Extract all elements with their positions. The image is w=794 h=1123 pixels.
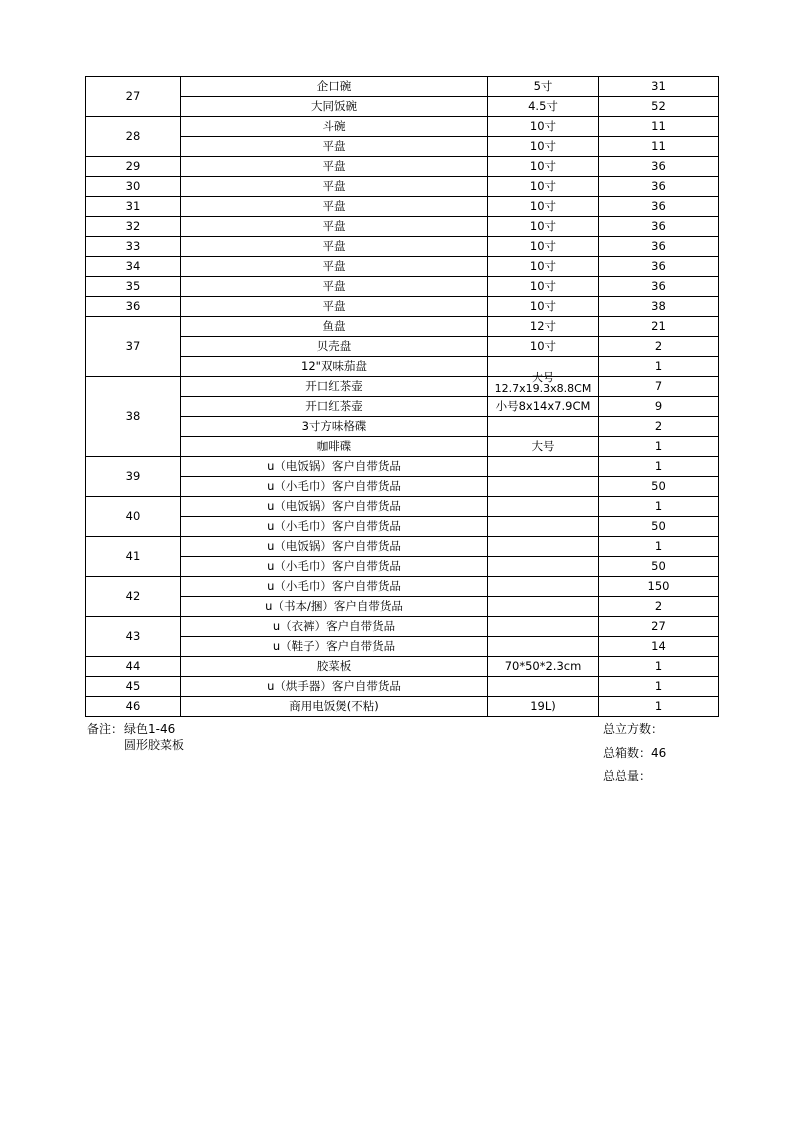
item-name-cell: u（小毛巾）客户自带货品 — [181, 477, 488, 497]
item-spec-cell: 10寸 — [488, 117, 599, 137]
table-row — [86, 617, 719, 637]
table-row — [86, 337, 719, 357]
item-number-cell: 29 — [86, 157, 181, 177]
item-name-cell: u（电饭锅）客户自带货品 — [181, 457, 488, 477]
item-spec-cell — [488, 597, 599, 617]
item-spec-cell: 大号 — [488, 437, 599, 457]
item-quantity-cell: 1 — [599, 437, 719, 457]
table-row — [86, 697, 719, 717]
table-row — [86, 557, 719, 577]
item-spec-cell: 10寸 — [488, 277, 599, 297]
item-quantity-cell: 2 — [599, 597, 719, 617]
item-name-cell: u（小毛巾）客户自带货品 — [181, 517, 488, 537]
table-row — [86, 397, 719, 417]
item-quantity-cell: 52 — [599, 97, 719, 117]
item-spec-cell: 10寸 — [488, 237, 599, 257]
table-row — [86, 277, 719, 297]
item-quantity-cell: 1 — [599, 537, 719, 557]
item-number-cell: 36 — [86, 297, 181, 317]
item-quantity-cell: 21 — [599, 317, 719, 337]
total-boxes: 总箱数：46 — [603, 746, 667, 760]
item-quantity-cell: 50 — [599, 517, 719, 537]
item-spec-cell: 10寸 — [488, 337, 599, 357]
item-quantity-cell: 27 — [599, 617, 719, 637]
item-name-cell: 鱼盘 — [181, 317, 488, 337]
item-spec-cell: 10寸 — [488, 157, 599, 177]
item-number-cell: 35 — [86, 277, 181, 297]
table-row — [86, 137, 719, 157]
item-spec-line: 12.7x19.3x8.8CM — [494, 382, 592, 395]
item-quantity-cell: 14 — [599, 637, 719, 657]
item-quantity-cell: 36 — [599, 197, 719, 217]
item-quantity-cell: 1 — [599, 677, 719, 697]
item-number-cell: 34 — [86, 257, 181, 277]
item-number-cell: 43 — [86, 617, 181, 657]
item-quantity-cell: 9 — [599, 397, 719, 417]
table-row — [86, 417, 719, 437]
item-name-cell: 企口碗 — [181, 77, 488, 97]
table-row — [86, 437, 719, 457]
item-number-cell: 32 — [86, 217, 181, 237]
item-quantity-cell: 36 — [599, 277, 719, 297]
item-spec-cell: 70*50*2.3cm — [488, 657, 599, 677]
item-name-cell: u（小毛巾）客户自带货品 — [181, 557, 488, 577]
item-spec-cell — [488, 537, 599, 557]
item-quantity-cell: 36 — [599, 177, 719, 197]
item-quantity-cell: 50 — [599, 477, 719, 497]
packing-list-table — [85, 76, 719, 717]
item-name-cell: u（小毛巾）客户自带货品 — [181, 577, 488, 597]
item-number-cell: 30 — [86, 177, 181, 197]
item-quantity-cell: 50 — [599, 557, 719, 577]
item-quantity-cell: 2 — [599, 337, 719, 357]
item-spec-cell — [488, 417, 599, 437]
item-spec-cell — [488, 371, 599, 397]
item-spec-cell — [488, 557, 599, 577]
item-spec-cell — [488, 577, 599, 597]
item-name-cell: u（电饭锅）客户自带货品 — [181, 537, 488, 557]
item-spec-cell — [488, 617, 599, 637]
item-name-cell: u（电饭锅）客户自带货品 — [181, 497, 488, 517]
item-quantity-cell: 36 — [599, 157, 719, 177]
item-quantity-cell: 1 — [599, 657, 719, 677]
item-name-cell: 开口红茶壶 — [181, 397, 488, 417]
item-number-cell: 42 — [86, 577, 181, 617]
table-row — [86, 177, 719, 197]
table-row — [86, 377, 719, 397]
table-row — [86, 357, 719, 377]
remark-label: 备注： — [87, 722, 124, 736]
item-spec-cell — [488, 677, 599, 697]
table-row — [86, 657, 719, 677]
item-name-cell: 咖啡碟 — [181, 437, 488, 457]
item-quantity-cell: 1 — [599, 497, 719, 517]
item-name-cell: 平盘 — [181, 297, 488, 317]
table-row — [86, 97, 719, 117]
item-name-cell: 平盘 — [181, 177, 488, 197]
packing-list-body — [86, 77, 719, 717]
item-number-cell: 45 — [86, 677, 181, 697]
item-number-cell: 46 — [86, 697, 181, 717]
item-name-cell: 胶菜板 — [181, 657, 488, 677]
item-name-cell: 平盘 — [181, 217, 488, 237]
item-name-cell: u（衣裤）客户自带货品 — [181, 617, 488, 637]
item-name-cell: 开口红茶壶 — [181, 377, 488, 397]
item-number-cell: 38 — [86, 377, 181, 457]
item-spec-cell: 10寸 — [488, 257, 599, 277]
item-quantity-cell: 1 — [599, 457, 719, 477]
item-spec-cell: 12寸 — [488, 317, 599, 337]
item-name-cell: 3寸方味格碟 — [181, 417, 488, 437]
item-spec-cell: 5寸 — [488, 77, 599, 97]
table-row — [86, 117, 719, 137]
item-name-cell: u（鞋子）客户自带货品 — [181, 637, 488, 657]
item-quantity-cell: 11 — [599, 137, 719, 157]
item-quantity-cell: 36 — [599, 217, 719, 237]
table-row — [86, 217, 719, 237]
item-quantity-cell: 36 — [599, 237, 719, 257]
item-name-cell: 平盘 — [181, 197, 488, 217]
item-quantity-cell: 2 — [599, 417, 719, 437]
item-spec-cell: 10寸 — [488, 137, 599, 157]
table-row — [86, 577, 719, 597]
remark-line-2: 圆形胶菜板 — [124, 738, 185, 752]
table-row — [86, 477, 719, 497]
total-volume: 总立方数： — [603, 722, 664, 736]
table-row — [86, 457, 719, 477]
item-quantity-cell: 150 — [599, 577, 719, 597]
item-spec-cell: 4.5寸 — [488, 97, 599, 117]
item-name-cell: 平盘 — [181, 137, 488, 157]
table-row — [86, 537, 719, 557]
item-name-cell: 平盘 — [181, 157, 488, 177]
item-name-cell: 平盘 — [181, 237, 488, 257]
item-name-cell: u（书本/捆）客户自带货品 — [181, 597, 488, 617]
remark-line-1: 绿色1-46 — [124, 722, 176, 736]
item-number-cell: 27 — [86, 77, 181, 117]
item-number-cell: 39 — [86, 457, 181, 497]
item-number-cell: 28 — [86, 117, 181, 157]
table-row — [86, 297, 719, 317]
item-spec-cell — [488, 517, 599, 537]
table-row — [86, 637, 719, 657]
table-row — [86, 77, 719, 97]
item-number-cell: 41 — [86, 537, 181, 577]
table-row — [86, 517, 719, 537]
item-spec-line: 大号 — [532, 371, 554, 384]
item-name-cell: 商用电饭煲(不粘) — [181, 697, 488, 717]
item-name-cell: 贝壳盘 — [181, 337, 488, 357]
total-weight: 总总量： — [603, 769, 652, 783]
table-row — [86, 257, 719, 277]
item-number-cell: 33 — [86, 237, 181, 257]
item-spec-cell: 10寸 — [488, 217, 599, 237]
table-row — [86, 197, 719, 217]
item-spec-cell: 10寸 — [488, 177, 599, 197]
item-quantity-cell: 31 — [599, 77, 719, 97]
item-spec-cell: 10寸 — [488, 197, 599, 217]
item-quantity-cell: 1 — [599, 697, 719, 717]
item-quantity-cell: 1 — [599, 357, 719, 377]
item-name-cell: 斗碗 — [181, 117, 488, 137]
table-row — [86, 237, 719, 257]
item-name-cell: 12"双味茄盘 — [181, 357, 488, 377]
item-spec-cell — [488, 497, 599, 517]
table-row — [86, 317, 719, 337]
item-number-cell: 37 — [86, 317, 181, 377]
item-name-cell: 平盘 — [181, 277, 488, 297]
item-quantity-cell: 11 — [599, 117, 719, 137]
item-name-cell: u（烘手器）客户自带货品 — [181, 677, 488, 697]
table-row — [86, 597, 719, 617]
item-number-cell: 31 — [86, 197, 181, 217]
item-spec-cell: 10寸 — [488, 297, 599, 317]
table-row — [86, 497, 719, 517]
item-spec-cell — [488, 477, 599, 497]
item-name-cell: 大同饭碗 — [181, 97, 488, 117]
table-row — [86, 677, 719, 697]
item-name-cell: 平盘 — [181, 257, 488, 277]
item-quantity-cell: 38 — [599, 297, 719, 317]
item-spec-cell — [488, 457, 599, 477]
item-quantity-cell: 36 — [599, 257, 719, 277]
item-quantity-cell: 7 — [599, 377, 719, 397]
item-spec-cell: 19L) — [488, 697, 599, 717]
item-number-cell: 40 — [86, 497, 181, 537]
item-spec-cell: 小号8x14x7.9CM — [488, 397, 599, 417]
item-spec-cell — [488, 637, 599, 657]
table-row — [86, 157, 719, 177]
item-number-cell: 44 — [86, 657, 181, 677]
